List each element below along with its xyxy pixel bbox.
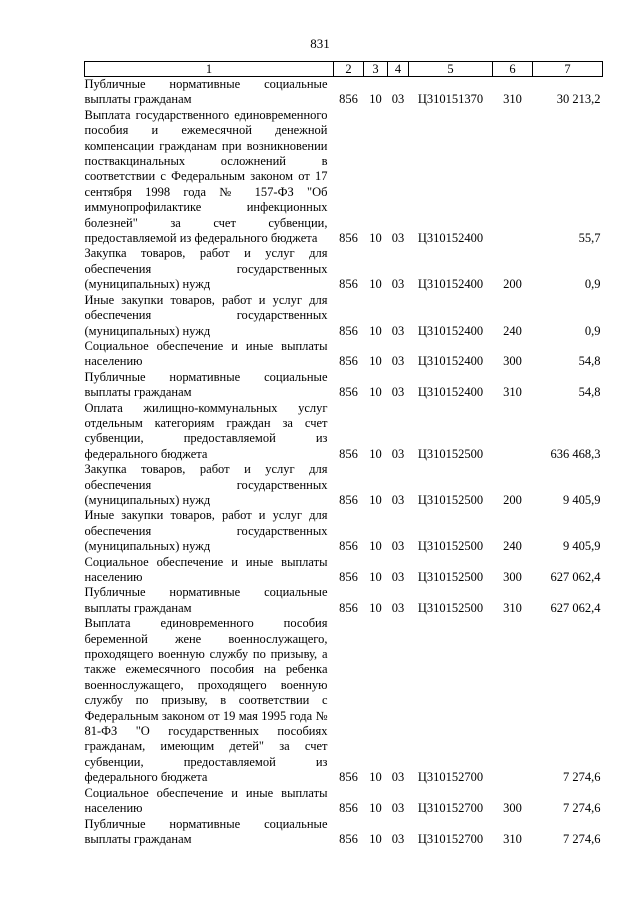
row-description: Социальное обеспечение и иные выплаты населению — [84, 554, 328, 584]
table-row — [85, 370, 603, 401]
amount: 9 405,9 — [563, 492, 601, 507]
ministry-code: 856 — [339, 92, 358, 107]
target-article-code: Ц310152500 — [417, 600, 484, 615]
table-row — [85, 585, 603, 616]
expense-type-code — [493, 401, 533, 463]
amount: 54,8 — [578, 354, 601, 369]
ministry-code: 856 — [339, 354, 358, 369]
row-description: Социальное обеспечение и иные выплаты населению — [84, 338, 328, 369]
ministry-code: 856 — [339, 446, 358, 461]
expense-type-code — [493, 616, 533, 785]
target-article-code: Ц310152400 — [417, 323, 484, 338]
row-description: Публичные нормативные социальные выплаты гражданам — [84, 77, 328, 107]
row-description: Публичные нормативные социальные выплаты гражданам — [84, 369, 328, 400]
table-row — [85, 786, 603, 817]
section-code: 10 — [369, 323, 382, 338]
section-code: 10 — [369, 231, 382, 246]
amount: 636 468,3 — [550, 446, 601, 461]
target-article-code: Ц310152500 — [417, 492, 484, 507]
ministry-code: 856 — [339, 492, 358, 507]
column-header: 1 — [85, 62, 334, 77]
expense-type-code: 300 — [503, 354, 522, 369]
amount: 7 274,6 — [563, 831, 601, 846]
subsection-code: 03 — [391, 492, 405, 507]
row-description: Иные закупки товаров, работ и услуг для обеспечения государственных (муниципальных) нужд — [84, 508, 328, 554]
column-header: 5 — [409, 62, 493, 77]
target-article-code: Ц310151370 — [417, 92, 484, 107]
subsection-code: 03 — [391, 570, 405, 584]
table-body — [85, 77, 603, 848]
section-code: 10 — [369, 770, 382, 785]
ministry-code: 856 — [339, 831, 358, 846]
table-row — [85, 77, 603, 108]
expense-type-code: 240 — [503, 323, 522, 338]
target-article-code: Ц310152700 — [417, 831, 484, 846]
amount: 54,8 — [578, 385, 601, 400]
expense-type-code: 310 — [503, 831, 522, 846]
section-code: 10 — [369, 354, 382, 369]
subsection-code: 03 — [391, 323, 405, 338]
row-description: Иные закупки товаров, работ и услуг для обеспечения государственных (муниципальных) нужд — [84, 292, 328, 338]
column-header: 2 — [334, 62, 364, 77]
ministry-code: 856 — [339, 770, 358, 785]
column-header: 6 — [493, 62, 533, 77]
ministry-code: 856 — [339, 801, 358, 816]
subsection-code: 03 — [391, 231, 405, 246]
table-row — [85, 616, 603, 785]
subsection-code: 03 — [391, 801, 405, 816]
table-row — [85, 246, 603, 292]
table-row — [85, 462, 603, 508]
section-code: 10 — [369, 801, 382, 816]
table-row — [85, 401, 603, 463]
amount: 627 062,4 — [550, 600, 601, 615]
expense-type-code: 200 — [503, 277, 522, 292]
target-article-code: Ц310152700 — [417, 770, 484, 785]
row-description: Публичные нормативные социальные выплаты гражданам — [84, 585, 328, 615]
amount: 0,9 — [584, 277, 601, 292]
expense-type-code — [493, 108, 533, 247]
row-description: Выплата государственного единовременного пособия и ежемесячной денежной компенсации гражданам при возникновении поствакцинальных осложнений в соответствии с Федеральным законом от 17 сентября 1998 года № 157-ФЗ "Об иммунопрофилактике инфекционных болезней" за счет субвенции, предоставляемой из федерального бюджета — [84, 107, 328, 246]
page-number: 831 — [310, 36, 330, 51]
column-number-header — [85, 62, 603, 77]
table-row — [85, 293, 603, 339]
ministry-code: 856 — [339, 385, 358, 400]
subsection-code: 03 — [391, 539, 405, 554]
target-article-code: Ц310152400 — [417, 231, 484, 246]
expense-type-code: 300 — [503, 570, 522, 584]
amount: 55,7 — [578, 231, 601, 246]
subsection-code: 03 — [391, 600, 405, 615]
section-code: 10 — [369, 277, 382, 292]
table-row — [85, 339, 603, 370]
section-code: 10 — [369, 539, 382, 554]
table-row — [85, 817, 603, 848]
expense-type-code: 310 — [503, 385, 522, 400]
ministry-code: 856 — [339, 323, 358, 338]
subsection-code: 03 — [391, 385, 405, 400]
target-article-code: Ц310152400 — [417, 385, 484, 400]
table-row — [85, 108, 603, 247]
amount: 9 405,9 — [563, 539, 601, 554]
subsection-code: 03 — [391, 354, 405, 369]
target-article-code: Ц310152400 — [417, 354, 484, 369]
amount: 627 062,4 — [550, 570, 601, 584]
column-header: 3 — [364, 62, 388, 77]
row-description: Социальное обеспечение и иные выплаты населению — [84, 785, 328, 816]
target-article-code: Ц310152500 — [417, 539, 484, 554]
column-header: 4 — [388, 62, 409, 77]
section-code: 10 — [369, 492, 382, 507]
ministry-code: 856 — [339, 231, 358, 246]
expense-type-code: 240 — [503, 539, 522, 554]
subsection-code: 03 — [391, 770, 405, 785]
ministry-code: 856 — [339, 600, 358, 615]
row-description: Оплата жилищно-коммунальных услуг отдельным категориям граждан за счет субвенции, предоставляемой из федерального бюджета — [84, 400, 328, 461]
subsection-code: 03 — [391, 831, 405, 846]
row-description: Публичные нормативные социальные выплаты гражданам — [84, 816, 328, 846]
amount: 0,9 — [584, 323, 601, 338]
target-article-code: Ц310152500 — [417, 446, 484, 461]
ministry-code: 856 — [339, 277, 358, 292]
ministry-code: 856 — [339, 539, 358, 554]
section-code: 10 — [369, 446, 382, 461]
target-article-code: Ц310152400 — [417, 277, 484, 292]
expense-type-code: 300 — [503, 801, 522, 816]
table-row — [85, 508, 603, 554]
amount: 30 213,2 — [556, 92, 601, 107]
target-article-code: Ц310152500 — [417, 570, 484, 584]
amount: 7 274,6 — [563, 770, 601, 785]
row-description: Выплата единовременного пособия беременной жене военнослужащего, проходящего военную службу по призыву, а также ежемесячного пособия на ребенка военнослужащего, проходящего военную службу по призыву, в соответствии с Федеральным законом от 19 мая 1995 года № 81-ФЗ "О государственных пособиях гражданам, имеющим детей" за счет субвенции, предоставляемой из федерального бюджета — [84, 616, 328, 785]
subsection-code: 03 — [391, 92, 405, 107]
expense-type-code: 200 — [503, 492, 522, 507]
section-code: 10 — [369, 92, 382, 107]
target-article-code: Ц310152700 — [417, 801, 484, 816]
expense-type-code: 310 — [503, 92, 522, 107]
section-code: 10 — [369, 570, 382, 584]
row-description: Закупка товаров, работ и услуг для обеспечения государственных (муниципальных) нужд — [84, 246, 328, 292]
subsection-code: 03 — [391, 446, 405, 461]
section-code: 10 — [369, 600, 382, 615]
row-description: Закупка товаров, работ и услуг для обеспечения государственных (муниципальных) нужд — [84, 462, 328, 507]
budget-table — [84, 61, 603, 847]
section-code: 10 — [369, 385, 382, 400]
amount: 7 274,6 — [563, 801, 601, 816]
expense-type-code: 310 — [503, 600, 522, 615]
column-header: 7 — [533, 62, 603, 77]
subsection-code: 03 — [391, 277, 405, 292]
ministry-code: 856 — [339, 570, 358, 584]
table-row — [85, 555, 603, 586]
section-code: 10 — [369, 831, 382, 846]
